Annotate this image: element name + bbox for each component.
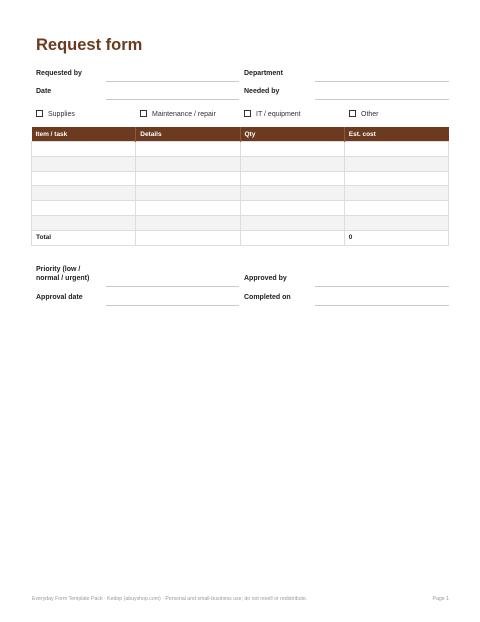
table-cell[interactable] bbox=[240, 215, 344, 230]
other-checkbox[interactable] bbox=[349, 110, 356, 117]
date-field[interactable] bbox=[106, 99, 239, 100]
header-qty: Qty bbox=[240, 127, 344, 142]
items-table bbox=[31, 127, 449, 246]
table-cell[interactable] bbox=[136, 215, 240, 230]
page-number: Page 1 bbox=[432, 596, 449, 602]
table-cell[interactable] bbox=[32, 142, 136, 157]
header-details: Details bbox=[136, 127, 240, 142]
maintenance-repair-label: Maintenance / repair bbox=[152, 111, 216, 118]
table-cell bbox=[136, 230, 240, 245]
table-cell[interactable] bbox=[32, 171, 136, 186]
table-cell[interactable] bbox=[136, 186, 240, 201]
table-cell[interactable] bbox=[240, 186, 344, 201]
priority-label-line-1: Priority (low / bbox=[36, 266, 81, 273]
table-cell[interactable] bbox=[344, 156, 448, 171]
approved-by-label: Approved by bbox=[244, 275, 287, 282]
table-cell[interactable] bbox=[136, 201, 240, 216]
maintenance-repair-checkbox[interactable] bbox=[140, 110, 147, 117]
table-row bbox=[32, 186, 449, 201]
table-cell[interactable] bbox=[344, 186, 448, 201]
table-cell[interactable] bbox=[344, 142, 448, 157]
approval-date-field[interactable] bbox=[106, 305, 239, 306]
other-label: Other bbox=[361, 111, 379, 118]
table-cell[interactable] bbox=[344, 201, 448, 216]
table-row bbox=[32, 201, 449, 216]
table-cell[interactable] bbox=[240, 142, 344, 157]
completed-on-field[interactable] bbox=[315, 305, 449, 306]
table-cell[interactable] bbox=[344, 215, 448, 230]
date-label: Date bbox=[36, 88, 52, 95]
requested-by-field[interactable] bbox=[106, 81, 239, 82]
header-item-task: Item / task bbox=[32, 127, 136, 142]
total-row bbox=[32, 230, 449, 245]
priority-label bbox=[36, 265, 89, 283]
table-row bbox=[32, 156, 449, 171]
approved-by-field[interactable] bbox=[315, 286, 449, 287]
table-cell[interactable] bbox=[240, 156, 344, 171]
table-header-row bbox=[32, 127, 449, 142]
it-equipment-checkbox[interactable] bbox=[244, 110, 251, 117]
table-cell bbox=[240, 230, 344, 245]
table-cell[interactable] bbox=[32, 186, 136, 201]
table-cell[interactable] bbox=[136, 156, 240, 171]
table-cell[interactable] bbox=[240, 171, 344, 186]
table-cell[interactable] bbox=[136, 142, 240, 157]
footer-text: Everyday Form Template Pack · Kedop (abuyshop.com) · Personal and small-business use; do not resell or redistribute. bbox=[32, 596, 308, 602]
table-cell[interactable] bbox=[32, 201, 136, 216]
table-row bbox=[32, 171, 449, 186]
header-est-cost: Est. cost bbox=[344, 127, 448, 142]
requested-by-label: Requested by bbox=[36, 70, 82, 77]
table-row bbox=[32, 142, 449, 157]
priority-field[interactable] bbox=[106, 286, 239, 287]
supplies-checkbox[interactable] bbox=[36, 110, 43, 117]
it-equipment-label: IT / equipment bbox=[256, 111, 301, 118]
supplies-label: Supplies bbox=[48, 111, 75, 118]
completed-on-label: Completed on bbox=[244, 294, 291, 301]
table-cell[interactable] bbox=[136, 171, 240, 186]
table-cell[interactable] bbox=[32, 156, 136, 171]
department-field[interactable] bbox=[315, 81, 449, 82]
total-value: 0 bbox=[344, 230, 448, 245]
approval-date-label: Approval date bbox=[36, 294, 83, 301]
table-cell[interactable] bbox=[344, 171, 448, 186]
needed-by-label: Needed by bbox=[244, 88, 280, 95]
department-label: Department bbox=[244, 70, 283, 77]
priority-label-line-2: normal / urgent) bbox=[36, 275, 90, 282]
total-label: Total bbox=[32, 230, 136, 245]
form-title: Request form bbox=[36, 36, 143, 54]
table-cell[interactable] bbox=[240, 201, 344, 216]
needed-by-field[interactable] bbox=[315, 99, 449, 100]
table-cell[interactable] bbox=[32, 215, 136, 230]
table-row bbox=[32, 215, 449, 230]
